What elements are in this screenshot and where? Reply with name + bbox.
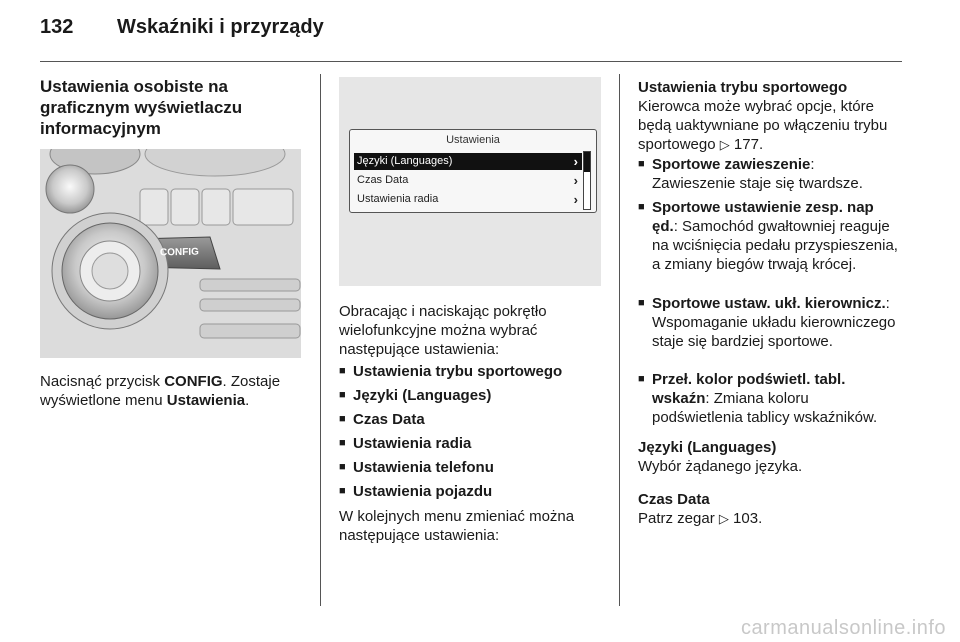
list-item-text: Zmiana koloru podświetlenia tablicy wskaźników. [652,390,878,426]
list-item-text: Ustawienia telefonu [353,459,494,476]
chevron-right-icon: › [573,173,578,188]
bullet-icon: ■ [339,485,346,497]
bullet-icon: ■ [339,413,346,425]
menu-scrollbar-thumb [584,152,590,172]
bullet-icon: ■ [638,373,645,385]
middle-intro: Obracając i naciskając pokrętło wielofunkcyjne można wybrać następujące ustawienia: [339,303,547,358]
list-item: ■ Sportowe zawieszenie: Zawieszenie staje się twardsze. [638,156,863,192]
section-heading-languages: Języki (Languages) [638,439,777,456]
list-item [339,362,562,381]
middle-outro: W kolejnych menu zmieniać można następujące ustawienia: [339,508,575,544]
section-heading-sport: Ustawienia trybu sportowego [638,79,848,96]
watermark: carmanualsonline.info [740,617,946,639]
section-text-languages: Wybór żądanego języka. [638,458,803,475]
list-item: ■ Sportowe ustawienie zesp. nap ęd.: Samochód gwałtowniej reaguje na wciśnięcia pedału przyspieszenia, a zmiany biegów trwają krócej. [638,199,898,273]
section-text-time-date: Patrz zegar ▷ 103. [638,510,763,527]
page-ref-arrow-icon: ▷ [718,511,729,526]
settings-menu-screen [349,129,597,213]
bullet-icon: ■ [339,365,346,377]
bullet-icon: ■ [339,389,346,401]
page-ref-number: 103 [733,510,759,527]
list-item-title: Sportowe zawieszenie [652,156,811,173]
section-text: Patrz zegar [638,510,715,527]
menu-item-label: Języki (Languages) [357,155,453,167]
menu-scrollbar [583,151,591,210]
column-divider-right [619,74,620,606]
page-ref-number: 177 [733,136,759,153]
menu-item-label: Czas Data [357,174,409,186]
caption-config: CONFIG [164,373,223,390]
page-ref-arrow-icon: ▷ [719,137,730,152]
page-title: Wskaźniki i przyrządy [117,16,324,38]
list-item-title: Sportowe ustaw. ukł. kierownicz. [652,295,886,312]
list-item [339,410,425,429]
menu-item-label: Ustawienia radia [357,193,439,205]
bullet-icon: ■ [638,297,645,309]
section-heading-time-date: Czas Data [638,491,710,508]
list-item-text: Samochód gwałtowniej reaguje na wciśnięcia pedału przyspieszenia, a zmiany biegów trwają krócej. [652,218,898,273]
config-button-label: CONFIG [159,246,199,259]
header-rule [40,61,902,62]
menu-title: Ustawienia [446,134,500,146]
list-item [339,482,492,501]
list-item: ■ Przeł. kolor podświetl. tabl. wskaźn: Zmiana koloru podświetlenia tablicy wskaźników. [638,371,878,426]
menu-item-time-date [354,172,582,189]
list-item [339,386,491,405]
chevron-right-icon: › [573,154,578,169]
left-caption [40,372,315,410]
bullet-icon: ■ [638,158,645,170]
config-panel-illustration [40,149,301,358]
display-illustration [339,77,601,286]
list-item-title: Przeł. kolor podświetl. tabl. wskaźn [652,371,846,407]
caption-text: Nacisnąć przycisk [40,373,165,390]
list-item-text: Czas Data [353,411,425,428]
list-item-text: Ustawienia radia [353,435,472,452]
list-item-text: Ustawienia pojazdu [353,483,493,500]
bullet-icon: ■ [339,437,346,449]
list-item [339,434,471,453]
list-item-text: Zawieszenie staje się twardsze. [652,175,863,192]
section-text: Kierowca może wybrać opcje, które będą uaktywniane po włączeniu trybu sportowego [638,98,888,153]
bullet-icon: ■ [638,201,645,213]
list-item: ■ Sportowe ustaw. ukł. kierownicz.: Wspomaganie układu kierowniczego staje się bardziej sportowe. [638,295,896,350]
menu-item-languages [354,153,582,170]
list-item [339,458,494,477]
page-number: 132 [40,16,74,38]
list-item-title: Sportowe ustawienie zesp. nap ęd. [652,199,874,235]
list-item-text: Języki (Languages) [353,387,492,404]
section-text-sport: Kierowca może wybrać opcje, które będą uaktywniane po włączeniu trybu sportowego ▷ 177. [638,98,888,153]
caption-text: . Zostaje wyświetlone menu [40,373,281,409]
bullet-icon: ■ [339,461,346,473]
caption-menu-name: Ustawienia [166,392,246,409]
list-item-text: Ustawienia trybu sportowego [353,363,563,380]
menu-item-radio-settings [354,191,582,208]
column-divider-left [320,74,321,606]
caption-text: . [245,392,250,409]
list-item-text: Wspomaganie układu kierowniczego staje się bardziej sportowe. [652,314,896,350]
chevron-right-icon: › [573,192,578,207]
left-heading: Ustawienia osobiste na graficznym wyświetlaczu informacyjnym [40,77,243,138]
